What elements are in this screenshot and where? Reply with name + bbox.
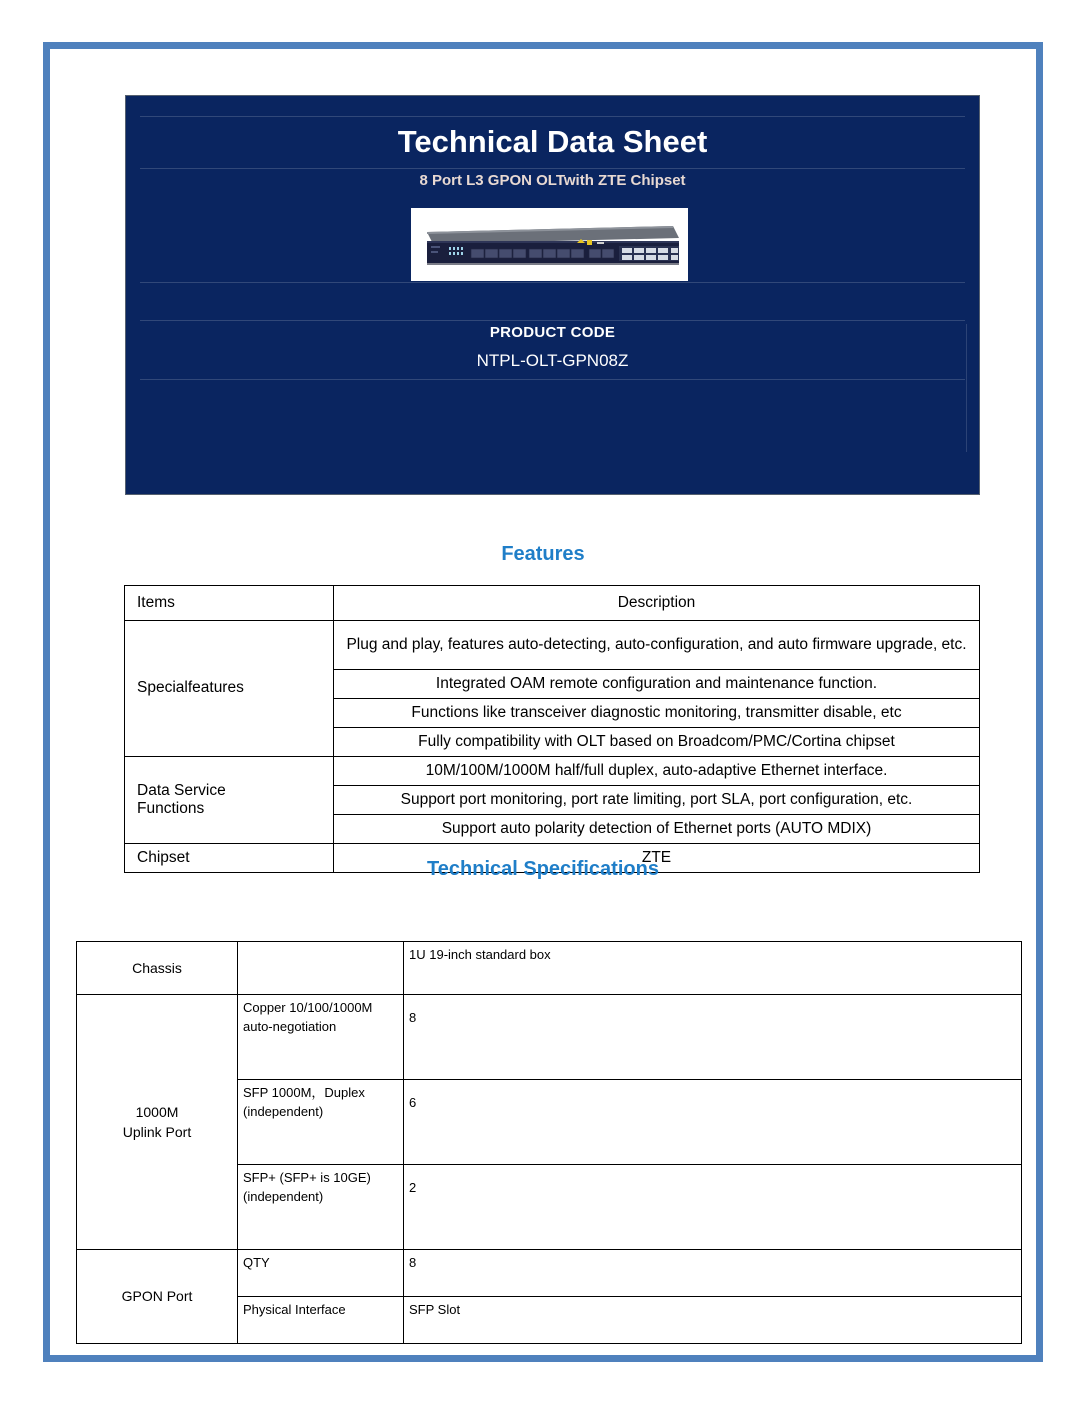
spec-parameter-line1: SFP 1000M，Duplex [243,1085,365,1100]
page-border-frame [43,42,1043,1362]
page-title: Technical Data Sheet [397,124,708,159]
spec-parameter-line1: SFP+ (SFP+ is 10GE) [243,1170,371,1185]
table-row [77,1250,1022,1297]
spec-group-chassis: Chassis [77,942,238,995]
feature-group-label [125,757,334,844]
features-table [124,585,980,873]
banner-divider [140,320,965,321]
table-row [125,757,980,786]
table-header-row [125,586,980,621]
feature-group-label: Specialfeatures [125,621,334,757]
spec-group-uplink-port [77,995,238,1250]
product-code-value: NTPL-OLT-GPN08Z [476,351,629,370]
feature-description: Support port monitoring, port rate limiting, port SLA, port configuration, etc. [334,786,980,815]
spec-group-label-line2: Uplink Port [122,1124,192,1140]
spec-parameter-line2: auto-negotiation [243,1018,337,1034]
spec-group-label-line1: 1000M [135,1103,179,1120]
spec-parameter [238,1080,404,1165]
spec-group-gpon-port: GPON Port [77,1250,238,1344]
spec-parameter: QTY [238,1250,404,1297]
banner-vertical-divider [966,324,967,452]
feature-description: Fully compatibility with OLT based on Broadcom/PMC/Cortina chipset [334,728,980,757]
spec-parameter-line1: Copper 10/100/1000M [243,1000,373,1015]
feature-description: ZTE [334,844,980,873]
spec-parameter [238,995,404,1080]
feature-group-label-line2: Functions [137,800,205,817]
column-header-description: Description [334,586,980,621]
banner-divider [140,379,965,380]
table-row [77,942,1022,995]
page-content [50,49,1036,1355]
spec-value: SFP Slot [404,1297,1022,1344]
spec-parameter [238,942,404,995]
product-image [411,208,688,281]
product-device-illustration [411,208,688,281]
column-header-items: Items [125,586,334,621]
feature-group-label-line1: Data Service [137,781,226,799]
spec-parameter-line2: (independent) [243,1103,324,1119]
spec-value: 8 [404,995,1022,1080]
feature-description: Plug and play, features auto-detecting, auto-configuration, and auto firmware upgrade, etc. [334,621,980,670]
spec-value: 6 [404,1080,1022,1165]
feature-description: Integrated OAM remote configuration and maintenance function. [334,670,980,699]
feature-description: 10M/100M/1000M half/full duplex, auto-adaptive Ethernet interface. [334,757,980,786]
features-section-heading: Features [501,543,585,565]
banner-divider [140,116,965,117]
spec-parameter-line2: (independent) [243,1188,324,1204]
product-banner [125,95,980,495]
spec-value: 2 [404,1165,1022,1250]
feature-description: Support auto polarity detection of Ethernet ports (AUTO MDIX) [334,815,980,844]
feature-group-label: Chipset [125,844,334,873]
spec-value: 8 [404,1250,1022,1297]
banner-divider [140,168,965,169]
feature-description: Functions like transceiver diagnostic monitoring, transmitter disable, etc [334,699,980,728]
spec-value: 1U 19-inch standard box [404,942,1022,995]
page-subtitle: 8 Port L3 GPON OLTwith ZTE Chipset [419,172,686,189]
table-row [77,995,1022,1080]
spec-parameter [238,1165,404,1250]
spec-parameter: Physical Interface [238,1297,404,1344]
banner-divider [140,282,965,283]
table-row [125,621,980,670]
specifications-section-heading: Technical Specifications [427,858,659,880]
product-code-label: PRODUCT CODE [489,324,616,341]
specifications-table [76,941,1022,1344]
